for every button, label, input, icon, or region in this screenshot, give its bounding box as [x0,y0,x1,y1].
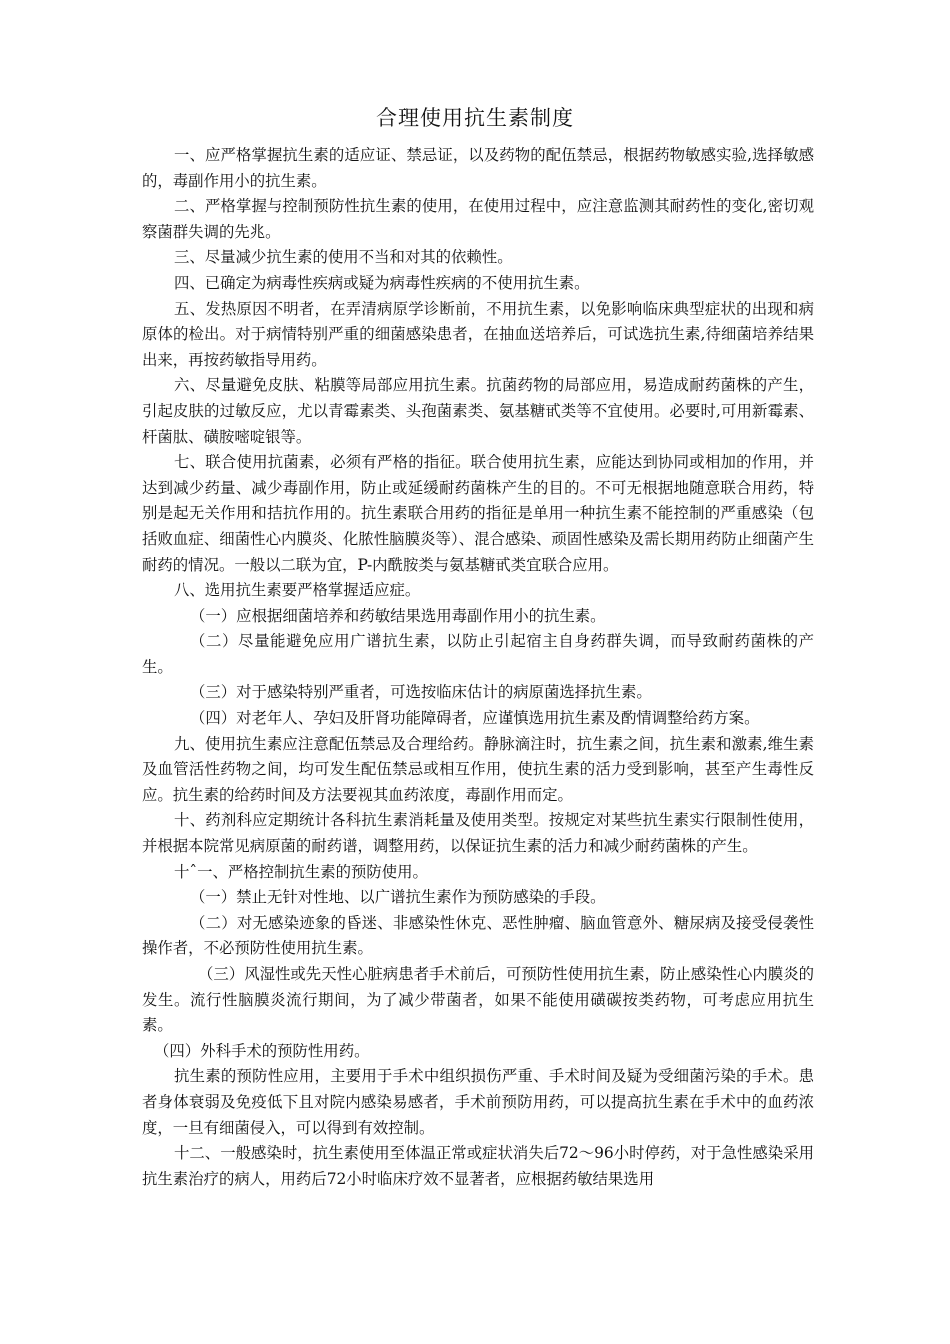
paragraph: 十ˆ一、严格控制抗生素的预防使用。 [174,862,428,881]
sub-paragraph: （四）外科手术的预防性用药。 [154,1041,370,1060]
paragraph: 七、联合使用抗菌素，必须有严格的指征。联合使用抗生素，应能达到协同或相加的作用，并达到减少药量、减少毒副作用，防止或延缓耐药菌株产生的目的。不可无根据地随意联合用药，特别是起无关作用和拮抗作用的。抗生素联合用药的指征是单用一种抗生素不能控制的严重感染（包括败血症、细菌性心内膜炎、化脓性脑膜炎等）、混合感染、顽固性感染及需长期用药防止细菌产生耐药的情况。一般以二联为宜，P-内酰胺类与氨基糖甙类宜联合应用。 [142,453,814,574]
sub-paragraph: （四）对老年人、孕妇及肝肾功能障碍者，应谨慎选用抗生素及酌情调整给药方案。 [190,709,760,728]
paragraph: 九、使用抗生素应注意配伍禁忌及合理给药。静脉滴注时，抗生素之间，抗生素和激素,维生素及血管活性药物之间，均可发生配伍禁忌或相互作用，使抗生素的活力受到影响，甚至产生毒性反应。抗生素的给药时间及方法要视其血药浓度，毒副作用而定。 [142,734,814,804]
paragraph: 八、选用抗生素要严格掌握适应症。 [174,581,421,600]
sub-paragraph: （二）尽量能避免应用广谱抗生素，以防止引起宿主自身药群失调，而导致耐药菌株的产生。 [142,632,814,676]
paragraph: 五、发热原因不明者，在弄清病原学诊断前，不用抗生素，以免影响临床典型症状的出现和病原体的检出。对于病情特别严重的细菌感染患者，在抽血送培养后，可试选抗生素,待细菌培养结果出来，再按药敏指导用药。 [142,299,814,369]
paragraph: 抗生素的预防性应用，主要用于手术中组织损伤严重、手术时间及疑为受细菌污染的手术。患者身体衰弱及免疫低下且对院内感染易感者，手术前预防用药，可以提高抗生素在手术中的血药浓度，一旦有细菌侵入，可以得到有效控制。 [142,1067,814,1137]
paragraph: 六、尽量避免皮肤、粘膜等局部应用抗生素。抗菌药物的局部应用，易造成耐药菌株的产生，引起皮肤的过敏反应，尤以青霉素类、头孢菌素类、氨基糖甙类等不宜使用。必要时,可用新霉素、杆菌肽、磺胺嘧啶银等。 [142,376,814,446]
paragraph: 十、药剂科应定期统计各科抗生素消耗量及使用类型。按规定对某些抗生素实行限制性使用，并根据本院常见病原菌的耐药谱，调整用药，以保证抗生素的活力和减少耐药菌株的产生。 [142,811,814,856]
sub-paragraph: （二）对无感染迹象的昏迷、非感染性休克、恶性肿瘤、脑血管意外、糖尿病及接受侵袭性操作者，不必预防性使用抗生素。 [142,913,814,958]
paragraph: 四、已确定为病毒性疾病或疑为病毒性疾病的不使用抗生素。 [174,273,590,292]
document-title: 合理使用抗生素制度 [376,106,574,130]
sub-paragraph: （三）对于感染特别严重者，可选按临床估计的病原菌选择抗生素。 [190,683,652,702]
paragraph: 十二、一般感染时，抗生素使用至体温正常或症状消失后72〜96小时停药，对于急性感染采用抗生素治疗的病人，用药后72小时临床疗效不显著者，应根据药敏结果选用 [142,1144,814,1188]
paragraph: 二、严格掌握与控制预防性抗生素的使用，在使用过程中，应注意监测其耐药性的变化,密切观察菌群失调的先兆。 [142,197,814,241]
paragraph: 一、应严格掌握抗生素的适应证、禁忌证，以及药物的配伍禁忌，根据药物敏感实验,选择敏感的，毒副作用小的抗生素。 [142,146,814,190]
sub-paragraph: （一）禁止无针对性地、以广谱抗生素作为预防感染的手段。 [190,888,606,907]
document-body [142,143,814,1192]
sub-paragraph: （三）风湿性或先天性心脏病患者手术前后，可预防性使用抗生素，防止感染性心内膜炎的发生。流行性脑膜炎流行期间，为了减少带菌者，如果不能使用磺碳按类药物，可考虑应用抗生素。 [142,965,814,1035]
paragraph: 三、尽量减少抗生素的使用不当和对其的依赖性。 [174,248,513,267]
sub-paragraph: （一）应根据细菌培养和药敏结果选用毒副作用小的抗生素。 [190,606,606,625]
